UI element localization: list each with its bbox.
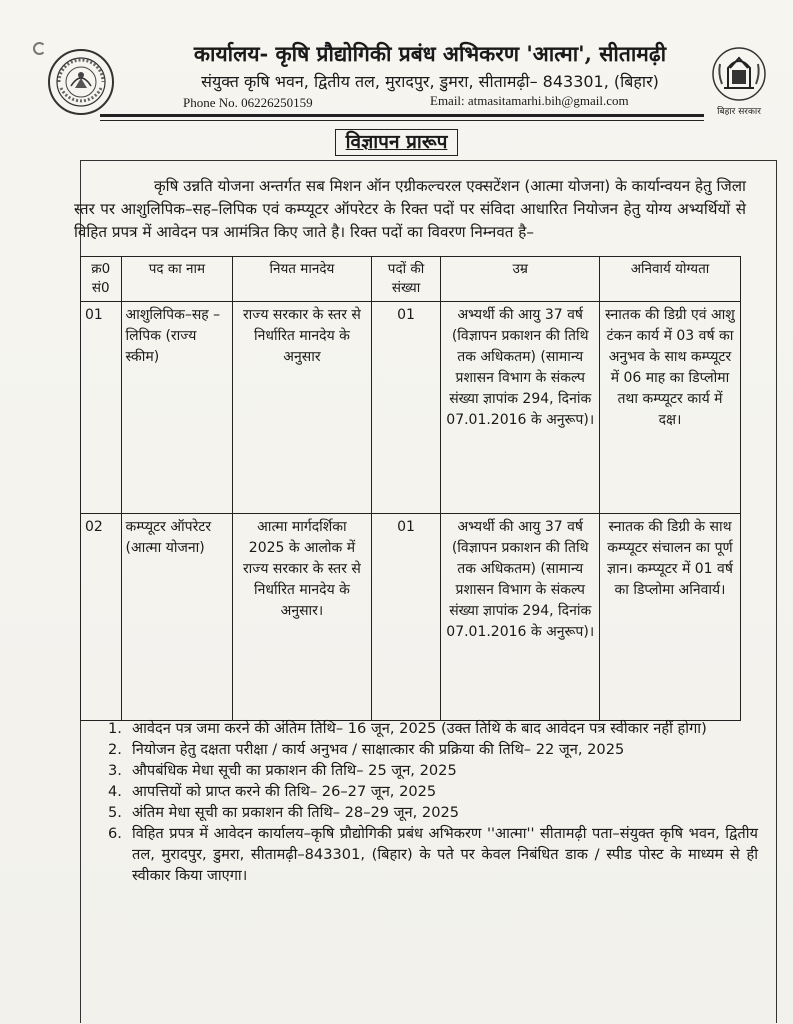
list-item-text: औपबंधिक मेधा सूची का प्रकाशन की तिथि– 25 जून, 2025 xyxy=(132,762,457,779)
header-qualification: अनिवार्य योग्यता xyxy=(599,257,740,302)
list-item xyxy=(108,823,758,886)
cell-post-name: आशुलिपिक–सह –लिपिक (राज्य स्कीम) xyxy=(121,302,233,514)
cell-post-name: कम्प्यूटर ऑपरेटर (आत्मा योजना) xyxy=(121,514,233,721)
list-item xyxy=(108,802,758,823)
list-item-number: 5. xyxy=(108,804,122,821)
document-title: विज्ञापन प्रारूप xyxy=(335,129,459,156)
office-address: संयुक्त कृषि भवन, द्वितीय तल, मुरादपुर, डुमरा, सीतामढ़ी– 843301, (बिहार) xyxy=(201,72,659,91)
list-item-text: आपत्तियों को प्राप्त करने की तिथि– 26–27 जून, 2025 xyxy=(132,783,437,800)
header-divider-thick xyxy=(100,114,704,117)
cell-honorarium: राज्य सरकार के स्तर से निर्धारित मानदेय के अनुसार xyxy=(233,302,371,514)
list-item-number: 4. xyxy=(108,783,122,800)
list-item-text: विहित प्रपत्र में आवेदन कार्यालय–कृषि प्रौद्योगिकी प्रबंध अभिकरण ''आत्मा'' सीतामढ़ी पता–संयुक्त कृषि भवन, द्वितीय तल, मुरादपुर, डुमरा, सीतामढ़ी–843301, (बिहार) के पते पर केवल निबंधित डाक / स्पीड पोस्ट के माध्यम से ही स्वीकार किया जाएगा। xyxy=(132,825,758,884)
punch-hole xyxy=(33,42,46,55)
list-item-number: 2. xyxy=(108,741,122,758)
table-header-row xyxy=(81,257,741,302)
header-divider-thin xyxy=(100,120,704,121)
header-post-count: पदों की संख्या xyxy=(371,257,441,302)
cell-post-count: 01 xyxy=(371,514,441,721)
phone-number: Phone No. 06226250159 xyxy=(183,95,313,110)
list-item-number: 6. xyxy=(108,825,122,842)
cell-serial-number: 01 xyxy=(81,302,122,514)
office-title: कार्यालय- कृषि प्रौद्योगिकी प्रबंध अभिकरण 'आत्मा', सीतामढ़ी xyxy=(193,41,667,66)
list-item xyxy=(108,718,758,739)
list-item xyxy=(108,781,758,802)
header-post-name: पद का नाम xyxy=(121,257,233,302)
header-honorarium: नियत मानदेय xyxy=(233,257,371,302)
list-item-text: अंतिम मेधा सूची का प्रकाशन की तिथि– 28–29 जून, 2025 xyxy=(132,804,460,821)
cell-serial-number: 02 xyxy=(81,514,122,721)
list-item xyxy=(108,760,758,781)
atma-seal-logo xyxy=(47,48,115,116)
cell-qualification: स्नातक की डिग्री के साथ कम्प्यूटर संचालन का पूर्ण ज्ञान। कम्प्यूटर में 01 वर्ष का डिप्लोमा अनिवार्य। xyxy=(599,514,740,721)
header-serial-number: क्र0 सं0 xyxy=(81,257,122,302)
list-item-number: 1. xyxy=(108,720,122,737)
cell-post-count: 01 xyxy=(371,302,441,514)
vacancy-table xyxy=(80,256,741,721)
list-item xyxy=(108,739,758,760)
header-age: उम्र xyxy=(441,257,600,302)
cell-honorarium: आत्मा मार्गदर्शिका 2025 के आलोक में राज्य सरकार के स्तर से निर्धारित मानदेय के अनुसार। xyxy=(233,514,371,721)
emblem-caption: बिहार सरकार xyxy=(717,107,761,117)
important-dates-list xyxy=(108,718,758,886)
table-row xyxy=(81,514,741,721)
intro-paragraph: कृषि उन्नति योजना अन्तर्गत सब मिशन ऑन एग्रीकल्चरल एक्सटेंशन (आत्मा योजना) के कार्यान्वयन हेतु जिला स्तर पर आशुलिपिक–सह–लिपिक एवं कम्प्यूटर ऑपरेटर के रिक्त पदों पर संविदा आधारित नियोजन हेतु योग्य अभ्यर्थियों से विहित प्रपत्र में आवेदन पत्र आमंत्रित किए जाते है। रिक्त पदों का विवरण निम्नवत है– xyxy=(74,177,746,242)
table-row xyxy=(81,302,741,514)
list-item-text: नियोजन हेतु दक्षता परीक्षा / कार्य अनुभव / साक्षात्कार की प्रक्रिया की तिथि– 22 जून, 2025 xyxy=(132,741,625,758)
cell-qualification: स्नातक की डिग्री एवं आशु टंकन कार्य में 03 वर्ष का अनुभव के साथ कम्प्यूटर में 06 माह का डिप्लोमा तथा कम्प्यूटर कार्य में दक्ष। xyxy=(599,302,740,514)
document-title-wrapper xyxy=(0,128,793,154)
email-address: Email: atmasitamarhi.bih@gmail.com xyxy=(430,93,629,108)
list-item-text: आवेदन पत्र जमा करने की अंतिम तिथि– 16 जून, 2025 (उक्त तिथि के बाद आवेदन पत्र स्वीकार नहीं होगा) xyxy=(132,720,707,737)
list-item-number: 3. xyxy=(108,762,122,779)
cell-age: अभ्यर्थी की आयु 37 वर्ष (विज्ञापन प्रकाशन की तिथि तक अधिकतम) (सामान्य प्रशासन विभाग के संकल्प संख्या ज्ञापांक 294, दिनांक 07.01.2016 के अनुरूप)। xyxy=(441,514,600,721)
cell-age: अभ्यर्थी की आयु 37 वर्ष (विज्ञापन प्रकाशन की तिथि तक अधिकतम) (सामान्य प्रशासन विभाग के संकल्प संख्या ज्ञापांक 294, दिनांक 07.01.2016 के अनुरूप)। xyxy=(441,302,600,514)
